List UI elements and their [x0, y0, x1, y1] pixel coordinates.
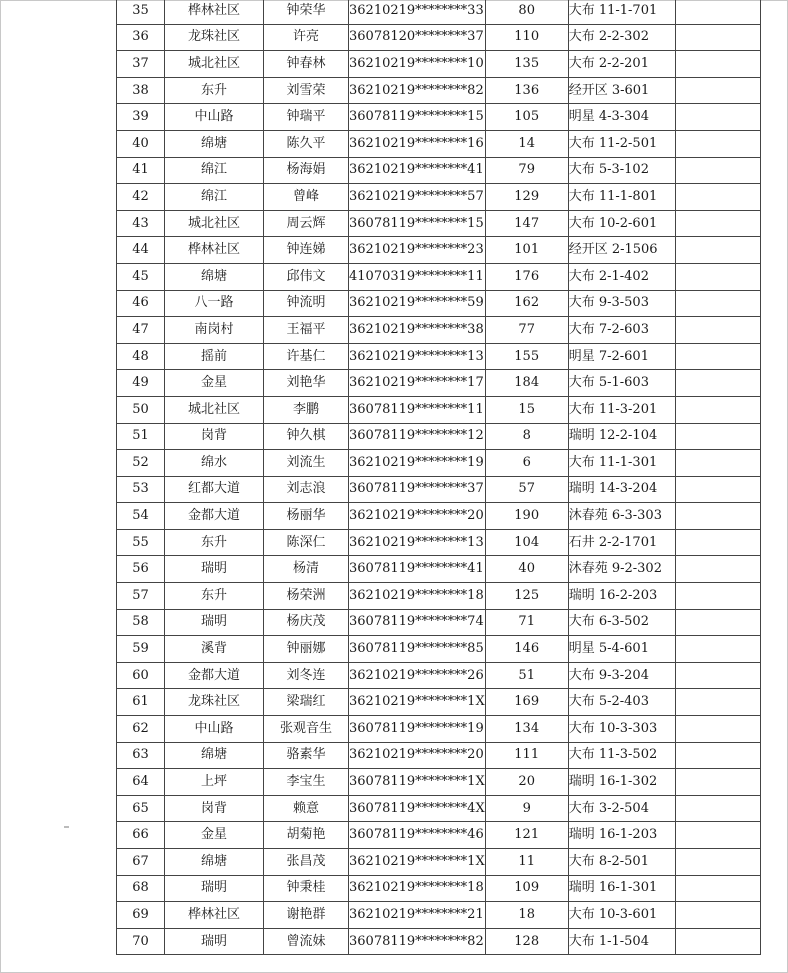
- cell-count: 15: [485, 396, 568, 423]
- cell-address: 大布 2-2-302: [568, 24, 675, 51]
- cell-address: 大布 11-2-501: [568, 130, 675, 157]
- cell-blank: [675, 317, 760, 344]
- cell-row-number: 44: [117, 237, 165, 264]
- cell-count: 104: [485, 529, 568, 556]
- cell-count: 18: [485, 902, 568, 929]
- cell-person-name: 钟流明: [264, 290, 349, 317]
- cell-address: 大布 3-2-504: [568, 795, 675, 822]
- cell-person-name: 王福平: [264, 317, 349, 344]
- cell-id-number: 36078119********82: [349, 928, 486, 955]
- table-row: [117, 902, 761, 929]
- table-row: [117, 928, 761, 955]
- cell-id-number: 36210219********13: [349, 529, 486, 556]
- cell-count: 77: [485, 317, 568, 344]
- cell-person-name: 钟瑞平: [264, 104, 349, 131]
- cell-id-number: 36210219********17: [349, 370, 486, 397]
- cell-address: 大布 5-1-603: [568, 370, 675, 397]
- cell-community: 绵江: [165, 184, 264, 211]
- cell-person-name: 杨海娟: [264, 157, 349, 184]
- roster-table: [116, 0, 761, 955]
- cell-address: 明星 5-4-601: [568, 636, 675, 663]
- cell-address: 大布 11-1-801: [568, 184, 675, 211]
- cell-person-name: 刘雪荣: [264, 77, 349, 104]
- cell-row-number: 68: [117, 875, 165, 902]
- cell-count: 169: [485, 689, 568, 716]
- cell-count: 9: [485, 795, 568, 822]
- cell-person-name: 钟春林: [264, 51, 349, 78]
- cell-row-number: 42: [117, 184, 165, 211]
- cell-blank: [675, 157, 760, 184]
- cell-address: 大布 11-1-301: [568, 450, 675, 477]
- table-row: [117, 343, 761, 370]
- table-row: [117, 849, 761, 876]
- cell-blank: [675, 902, 760, 929]
- table-row: [117, 77, 761, 104]
- cell-id-number: 36078119********11: [349, 396, 486, 423]
- cell-community: 八一路: [165, 290, 264, 317]
- cell-id-number: 36210219********10: [349, 51, 486, 78]
- cell-row-number: 57: [117, 583, 165, 610]
- cell-id-number: 36210219********23: [349, 237, 486, 264]
- cell-address: 瑞明 16-2-203: [568, 583, 675, 610]
- cell-id-number: 36210219********38: [349, 317, 486, 344]
- cell-community: 绵水: [165, 450, 264, 477]
- cell-blank: [675, 184, 760, 211]
- cell-address: 沐春苑 6-3-303: [568, 503, 675, 530]
- cell-count: 101: [485, 237, 568, 264]
- cell-blank: [675, 556, 760, 583]
- cell-count: 8: [485, 423, 568, 450]
- cell-id-number: 36078120********37: [349, 24, 486, 51]
- cell-id-number: 36078119********12: [349, 423, 486, 450]
- cell-count: 125: [485, 583, 568, 610]
- cell-community: 绵塘: [165, 742, 264, 769]
- cell-id-number: 36078119********4X: [349, 795, 486, 822]
- cell-person-name: 谢艳群: [264, 902, 349, 929]
- table-row: [117, 503, 761, 530]
- cell-person-name: 钟丽娜: [264, 636, 349, 663]
- cell-id-number: 36210219********33: [349, 0, 486, 24]
- cell-community: 东升: [165, 583, 264, 610]
- cell-count: 110: [485, 24, 568, 51]
- cell-blank: [675, 636, 760, 663]
- table-row: [117, 184, 761, 211]
- cell-row-number: 35: [117, 0, 165, 24]
- cell-address: 瑞明 16-1-301: [568, 875, 675, 902]
- cell-person-name: 许基仁: [264, 343, 349, 370]
- cell-row-number: 65: [117, 795, 165, 822]
- cell-row-number: 62: [117, 716, 165, 743]
- cell-id-number: 36210219********82: [349, 77, 486, 104]
- table-row: [117, 130, 761, 157]
- cell-count: 111: [485, 742, 568, 769]
- cell-id-number: 36078119********15: [349, 104, 486, 131]
- cell-row-number: 47: [117, 317, 165, 344]
- cell-count: 11: [485, 849, 568, 876]
- cell-address: 大布 10-2-601: [568, 210, 675, 237]
- cell-id-number: 36078119********37: [349, 476, 486, 503]
- cell-community: 城北社区: [165, 51, 264, 78]
- cell-row-number: 54: [117, 503, 165, 530]
- cell-blank: [675, 503, 760, 530]
- table-row: [117, 450, 761, 477]
- scan-mark: [64, 826, 69, 828]
- cell-count: 134: [485, 716, 568, 743]
- table-row: [117, 396, 761, 423]
- cell-row-number: 67: [117, 849, 165, 876]
- cell-community: 桦林社区: [165, 0, 264, 24]
- cell-community: 中山路: [165, 104, 264, 131]
- cell-id-number: 36210219********1X: [349, 849, 486, 876]
- cell-person-name: 钟连娣: [264, 237, 349, 264]
- cell-count: 147: [485, 210, 568, 237]
- cell-id-number: 36210219********1X: [349, 689, 486, 716]
- cell-community: 金都大道: [165, 662, 264, 689]
- cell-row-number: 58: [117, 609, 165, 636]
- cell-address: 沐春苑 9-2-302: [568, 556, 675, 583]
- table-row: [117, 370, 761, 397]
- cell-person-name: 张昌茂: [264, 849, 349, 876]
- cell-person-name: 刘冬连: [264, 662, 349, 689]
- cell-id-number: 36210219********20: [349, 503, 486, 530]
- cell-id-number: 36210219********20: [349, 742, 486, 769]
- cell-row-number: 43: [117, 210, 165, 237]
- cell-count: 128: [485, 928, 568, 955]
- cell-address: 大布 11-1-701: [568, 0, 675, 24]
- cell-person-name: 骆素华: [264, 742, 349, 769]
- cell-person-name: 杨荣洲: [264, 583, 349, 610]
- cell-address: 瑞明 12-2-104: [568, 423, 675, 450]
- cell-blank: [675, 210, 760, 237]
- cell-community: 绵塘: [165, 263, 264, 290]
- cell-row-number: 70: [117, 928, 165, 955]
- cell-count: 80: [485, 0, 568, 24]
- cell-community: 中山路: [165, 716, 264, 743]
- table-row: [117, 51, 761, 78]
- cell-blank: [675, 795, 760, 822]
- cell-id-number: 36078119********19: [349, 716, 486, 743]
- table-row: [117, 556, 761, 583]
- cell-blank: [675, 716, 760, 743]
- cell-row-number: 49: [117, 370, 165, 397]
- cell-blank: [675, 450, 760, 477]
- cell-blank: [675, 742, 760, 769]
- table-row: [117, 609, 761, 636]
- cell-community: 金星: [165, 822, 264, 849]
- cell-community: 金星: [165, 370, 264, 397]
- cell-row-number: 37: [117, 51, 165, 78]
- cell-address: 大布 11-3-502: [568, 742, 675, 769]
- cell-blank: [675, 237, 760, 264]
- cell-count: 162: [485, 290, 568, 317]
- cell-address: 明星 4-3-304: [568, 104, 675, 131]
- cell-community: 瑞明: [165, 928, 264, 955]
- table-row: [117, 795, 761, 822]
- cell-person-name: 曾流妹: [264, 928, 349, 955]
- table-row: [117, 716, 761, 743]
- cell-community: 龙珠社区: [165, 24, 264, 51]
- cell-blank: [675, 104, 760, 131]
- cell-row-number: 53: [117, 476, 165, 503]
- cell-community: 东升: [165, 77, 264, 104]
- roster-table-body: [117, 0, 761, 955]
- cell-address: 瑞明 14-3-204: [568, 476, 675, 503]
- cell-blank: [675, 396, 760, 423]
- table-row: [117, 529, 761, 556]
- cell-person-name: 陈久平: [264, 130, 349, 157]
- cell-id-number: 36210219********26: [349, 662, 486, 689]
- cell-person-name: 杨清: [264, 556, 349, 583]
- cell-address: 大布 9-3-204: [568, 662, 675, 689]
- cell-person-name: 邱伟文: [264, 263, 349, 290]
- cell-count: 184: [485, 370, 568, 397]
- cell-row-number: 64: [117, 769, 165, 796]
- cell-blank: [675, 476, 760, 503]
- cell-address: 大布 8-2-501: [568, 849, 675, 876]
- cell-community: 金都大道: [165, 503, 264, 530]
- cell-id-number: 36210219********59: [349, 290, 486, 317]
- table-row: [117, 476, 761, 503]
- cell-blank: [675, 529, 760, 556]
- cell-row-number: 48: [117, 343, 165, 370]
- cell-row-number: 60: [117, 662, 165, 689]
- cell-address: 大布 2-2-201: [568, 51, 675, 78]
- cell-blank: [675, 370, 760, 397]
- cell-count: 20: [485, 769, 568, 796]
- cell-address: 大布 1-1-504: [568, 928, 675, 955]
- cell-address: 大布 5-2-403: [568, 689, 675, 716]
- cell-person-name: 杨丽华: [264, 503, 349, 530]
- cell-id-number: 36078119********74: [349, 609, 486, 636]
- cell-community: 溪背: [165, 636, 264, 663]
- cell-community: 城北社区: [165, 210, 264, 237]
- table-row: [117, 583, 761, 610]
- table-row: [117, 742, 761, 769]
- cell-address: 大布 9-3-503: [568, 290, 675, 317]
- table-row: [117, 423, 761, 450]
- cell-row-number: 45: [117, 263, 165, 290]
- cell-person-name: 梁瑞红: [264, 689, 349, 716]
- cell-blank: [675, 849, 760, 876]
- cell-count: 136: [485, 77, 568, 104]
- cell-row-number: 36: [117, 24, 165, 51]
- cell-address: 大布 6-3-502: [568, 609, 675, 636]
- cell-count: 79: [485, 157, 568, 184]
- table-row: [117, 662, 761, 689]
- cell-community: 绵塘: [165, 130, 264, 157]
- cell-count: 57: [485, 476, 568, 503]
- cell-blank: [675, 609, 760, 636]
- cell-row-number: 40: [117, 130, 165, 157]
- cell-person-name: 杨庆茂: [264, 609, 349, 636]
- cell-person-name: 张观音生: [264, 716, 349, 743]
- cell-count: 155: [485, 343, 568, 370]
- cell-blank: [675, 343, 760, 370]
- cell-community: 瑞明: [165, 609, 264, 636]
- cell-blank: [675, 130, 760, 157]
- cell-address: 大布 10-3-601: [568, 902, 675, 929]
- cell-community: 东升: [165, 529, 264, 556]
- cell-row-number: 56: [117, 556, 165, 583]
- cell-count: 146: [485, 636, 568, 663]
- cell-id-number: 36078119********1X: [349, 769, 486, 796]
- cell-address: 大布 7-2-603: [568, 317, 675, 344]
- cell-community: 岗背: [165, 795, 264, 822]
- table-row: [117, 237, 761, 264]
- cell-address: 石井 2-2-1701: [568, 529, 675, 556]
- cell-community: 城北社区: [165, 396, 264, 423]
- cell-row-number: 66: [117, 822, 165, 849]
- cell-blank: [675, 423, 760, 450]
- cell-row-number: 41: [117, 157, 165, 184]
- cell-community: 桦林社区: [165, 237, 264, 264]
- cell-row-number: 69: [117, 902, 165, 929]
- cell-row-number: 59: [117, 636, 165, 663]
- table-row: [117, 290, 761, 317]
- cell-count: 71: [485, 609, 568, 636]
- cell-count: 105: [485, 104, 568, 131]
- cell-count: 176: [485, 263, 568, 290]
- table-row: [117, 24, 761, 51]
- cell-person-name: 钟荣华: [264, 0, 349, 24]
- cell-person-name: 许亮: [264, 24, 349, 51]
- cell-person-name: 李宝生: [264, 769, 349, 796]
- cell-address: 大布 10-3-303: [568, 716, 675, 743]
- cell-address: 大布 11-3-201: [568, 396, 675, 423]
- cell-person-name: 曾峰: [264, 184, 349, 211]
- cell-person-name: 刘流生: [264, 450, 349, 477]
- table-row: [117, 263, 761, 290]
- cell-person-name: 刘艳华: [264, 370, 349, 397]
- cell-count: 40: [485, 556, 568, 583]
- cell-address: 明星 7-2-601: [568, 343, 675, 370]
- cell-community: 瑞明: [165, 875, 264, 902]
- cell-id-number: 36210219********13: [349, 343, 486, 370]
- cell-address: 瑞明 16-1-302: [568, 769, 675, 796]
- cell-person-name: 李鹏: [264, 396, 349, 423]
- cell-blank: [675, 928, 760, 955]
- cell-count: 51: [485, 662, 568, 689]
- cell-row-number: 46: [117, 290, 165, 317]
- cell-row-number: 55: [117, 529, 165, 556]
- cell-community: 瑞明: [165, 556, 264, 583]
- cell-person-name: 钟久棋: [264, 423, 349, 450]
- cell-person-name: 胡菊艳: [264, 822, 349, 849]
- cell-address: 大布 5-3-102: [568, 157, 675, 184]
- cell-blank: [675, 822, 760, 849]
- cell-blank: [675, 689, 760, 716]
- cell-count: 109: [485, 875, 568, 902]
- cell-id-number: 36210219********21: [349, 902, 486, 929]
- cell-count: 14: [485, 130, 568, 157]
- cell-id-number: 36210219********41: [349, 157, 486, 184]
- cell-id-number: 36078119********46: [349, 822, 486, 849]
- cell-address: 经开区 3-601: [568, 77, 675, 104]
- cell-id-number: 36210219********57: [349, 184, 486, 211]
- cell-id-number: 36210219********18: [349, 583, 486, 610]
- table-row: [117, 822, 761, 849]
- table-row: [117, 636, 761, 663]
- cell-id-number: 36078119********15: [349, 210, 486, 237]
- cell-community: 红都大道: [165, 476, 264, 503]
- cell-person-name: 陈深仁: [264, 529, 349, 556]
- cell-community: 龙珠社区: [165, 689, 264, 716]
- table-row: [117, 689, 761, 716]
- cell-id-number: 36078119********41: [349, 556, 486, 583]
- cell-blank: [675, 769, 760, 796]
- cell-person-name: 周云辉: [264, 210, 349, 237]
- cell-blank: [675, 662, 760, 689]
- cell-count: 135: [485, 51, 568, 78]
- cell-row-number: 63: [117, 742, 165, 769]
- table-row: [117, 104, 761, 131]
- cell-address: 经开区 2-1506: [568, 237, 675, 264]
- cell-community: 摇前: [165, 343, 264, 370]
- table-row: [117, 317, 761, 344]
- cell-row-number: 61: [117, 689, 165, 716]
- cell-blank: [675, 24, 760, 51]
- cell-row-number: 38: [117, 77, 165, 104]
- cell-blank: [675, 583, 760, 610]
- cell-community: 南岗村: [165, 317, 264, 344]
- cell-count: 121: [485, 822, 568, 849]
- cell-count: 190: [485, 503, 568, 530]
- cell-community: 绵江: [165, 157, 264, 184]
- cell-community: 桦林社区: [165, 902, 264, 929]
- cell-person-name: 刘志浪: [264, 476, 349, 503]
- cell-id-number: 36210219********16: [349, 130, 486, 157]
- cell-blank: [675, 875, 760, 902]
- cell-address: 大布 2-1-402: [568, 263, 675, 290]
- cell-id-number: 36210219********19: [349, 450, 486, 477]
- cell-id-number: 36078119********85: [349, 636, 486, 663]
- cell-address: 瑞明 16-1-203: [568, 822, 675, 849]
- table-row: [117, 769, 761, 796]
- cell-row-number: 50: [117, 396, 165, 423]
- cell-blank: [675, 51, 760, 78]
- cell-count: 129: [485, 184, 568, 211]
- cell-community: 绵塘: [165, 849, 264, 876]
- cell-row-number: 39: [117, 104, 165, 131]
- cell-count: 6: [485, 450, 568, 477]
- table-row: [117, 210, 761, 237]
- cell-id-number: 36210219********18: [349, 875, 486, 902]
- cell-row-number: 52: [117, 450, 165, 477]
- cell-person-name: 赖意: [264, 795, 349, 822]
- cell-blank: [675, 263, 760, 290]
- cell-row-number: 51: [117, 423, 165, 450]
- cell-person-name: 钟秉桂: [264, 875, 349, 902]
- table-row: [117, 875, 761, 902]
- cell-community: 上坪: [165, 769, 264, 796]
- cell-blank: [675, 77, 760, 104]
- cell-community: 岗背: [165, 423, 264, 450]
- table-row: [117, 0, 761, 24]
- cell-blank: [675, 0, 760, 24]
- cell-blank: [675, 290, 760, 317]
- table-row: [117, 157, 761, 184]
- cell-id-number: 41070319********11: [349, 263, 486, 290]
